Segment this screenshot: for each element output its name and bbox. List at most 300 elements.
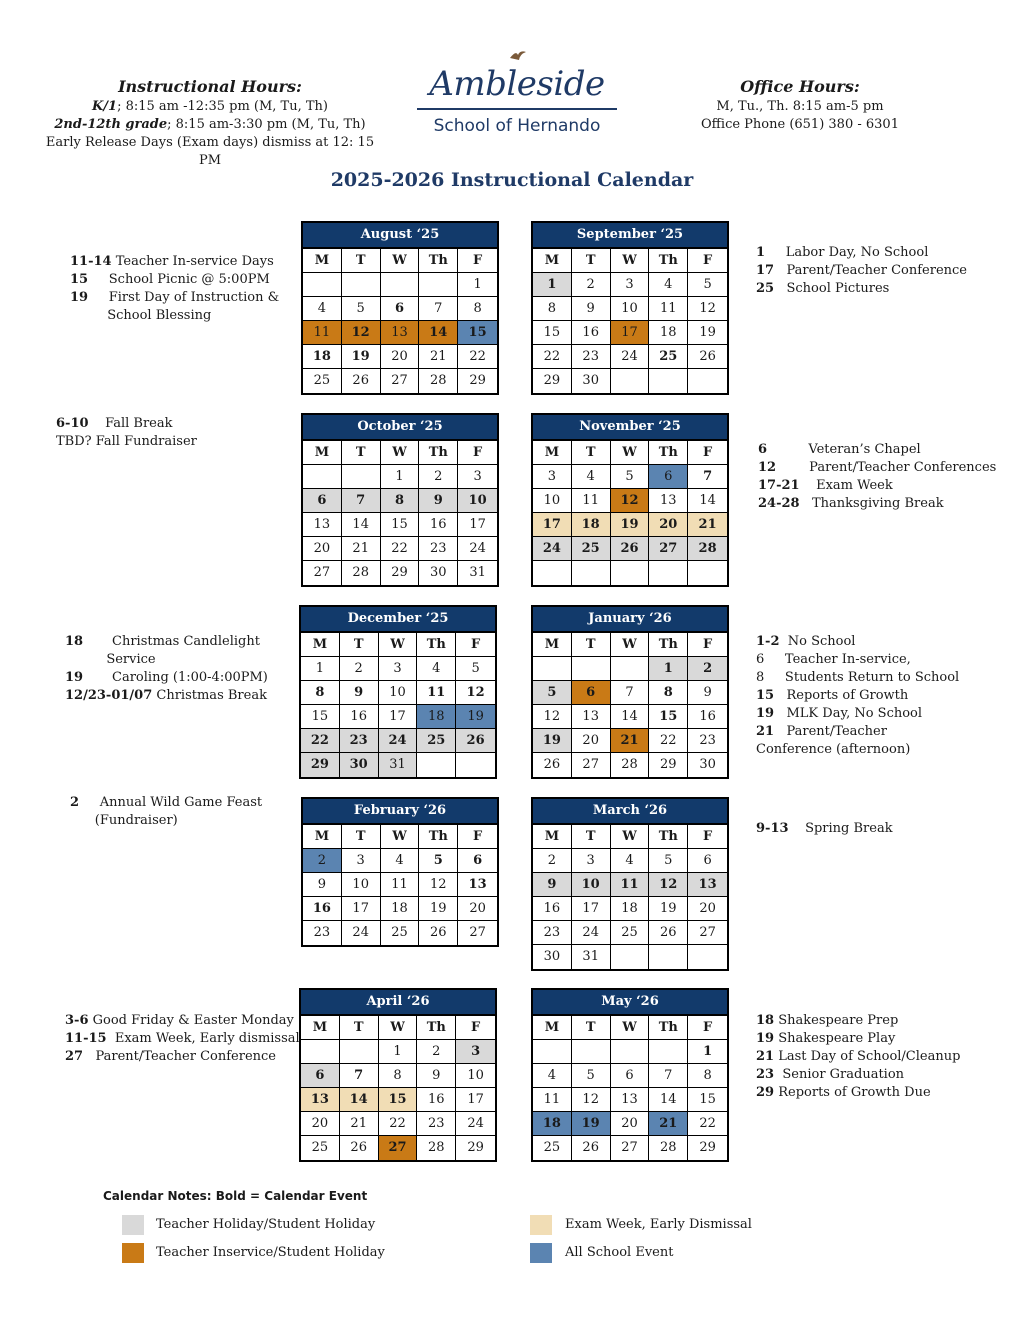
day-cell: 11 — [381, 873, 420, 897]
day-cell: 13 — [303, 513, 342, 537]
day-cell: 7 — [419, 297, 458, 321]
early-release-note: Early Release Days (Exam days) dismiss at 12: 15 PM — [45, 135, 375, 168]
day-cell: 26 — [688, 345, 727, 369]
day-cell: 6 — [649, 465, 688, 489]
month-calendar — [531, 988, 729, 1162]
day-cell: 11 — [572, 489, 611, 513]
month-grid — [533, 825, 727, 969]
note-text: Exam Week — [799, 478, 893, 493]
day-cell — [381, 273, 420, 297]
day-cell: 24 — [342, 921, 381, 945]
day-cell: 16 — [533, 897, 572, 921]
day-cell: 18 — [303, 345, 342, 369]
day-cell: 24 — [572, 921, 611, 945]
day-cell: 19 — [342, 345, 381, 369]
day-cell: 30 — [572, 369, 611, 393]
day-cell — [649, 945, 688, 969]
day-cell: 25 — [303, 369, 342, 393]
day-cell: 21 — [340, 1112, 379, 1136]
legend-label-orange: Teacher Inservice/Student Holiday — [156, 1245, 385, 1260]
day-header: Th — [649, 1016, 688, 1040]
day-cell: 18 — [649, 321, 688, 345]
notes-april — [65, 1012, 300, 1066]
note-line — [756, 705, 959, 723]
day-header: T — [342, 825, 381, 849]
month-grid — [533, 249, 727, 393]
day-cell: 10 — [458, 489, 497, 513]
day-cell — [533, 561, 572, 585]
day-header: M — [303, 249, 342, 273]
day-cell: 10 — [456, 1064, 495, 1088]
note-line — [65, 1048, 300, 1066]
day-cell: 9 — [533, 873, 572, 897]
day-cell: 22 — [379, 1112, 418, 1136]
note-text: School Pictures — [774, 281, 890, 296]
day-cell: 5 — [456, 657, 495, 681]
day-cell: 13 — [688, 873, 727, 897]
page-title: 2025-2026 Instructional Calendar — [330, 169, 694, 191]
day-header: W — [611, 825, 650, 849]
note-text: Fall Break — [88, 416, 173, 431]
day-header: W — [381, 249, 420, 273]
school-logo — [412, 48, 622, 136]
day-cell — [533, 1040, 572, 1064]
note-line — [65, 669, 268, 687]
day-cell: 23 — [417, 1112, 456, 1136]
day-cell: 13 — [611, 1088, 650, 1112]
day-cell: 1 — [381, 465, 420, 489]
day-cell — [572, 1040, 611, 1064]
month-grid — [533, 1016, 727, 1160]
day-cell: 25 — [301, 1136, 340, 1160]
day-cell: 31 — [469, 565, 486, 580]
note-line — [756, 244, 967, 262]
day-cell: 13 — [572, 705, 611, 729]
month-name: March ‘26 — [533, 799, 727, 825]
day-cell: 26 — [456, 729, 495, 753]
day-cell: 19 — [611, 513, 650, 537]
note-line — [758, 495, 996, 513]
day-cell: 6 — [381, 297, 420, 321]
note-line — [70, 794, 262, 812]
day-header: F — [688, 249, 727, 273]
day-cell: 6 — [572, 681, 611, 705]
note-date: 6-10 — [56, 416, 89, 431]
day-header: W — [611, 633, 650, 657]
day-cell: 4 — [611, 849, 650, 873]
day-cell: 22 — [381, 537, 420, 561]
note-date: 19 — [756, 1031, 775, 1046]
note-date: 3-6 — [65, 1013, 89, 1028]
day-cell: 1 — [458, 273, 497, 297]
day-cell: 27 — [572, 753, 611, 777]
day-cell: 26 — [649, 921, 688, 945]
day-cell: 9 — [417, 1064, 456, 1088]
day-cell: 17 — [533, 513, 572, 537]
day-cell: 11 — [611, 873, 650, 897]
logo-divider — [417, 108, 617, 110]
note-date: 24-28 — [758, 496, 800, 511]
day-header: T — [340, 633, 379, 657]
note-text: Conference (afternoon) — [756, 742, 911, 757]
day-cell: 1 — [379, 1040, 418, 1064]
day-cell: 10 — [342, 873, 381, 897]
legend-label-blue: All School Event — [565, 1245, 674, 1260]
day-cell: 1 — [301, 657, 340, 681]
note-text: School Blessing — [70, 308, 212, 323]
logo-subtitle: School of Hernando — [433, 116, 601, 136]
legend-swatch-blue — [530, 1243, 552, 1263]
note-text: Parent/Teacher Conference — [83, 1049, 276, 1064]
day-cell: 7 — [342, 489, 381, 513]
day-cell: 29 — [533, 369, 572, 393]
day-cell — [688, 561, 727, 585]
day-cell: 22 — [533, 345, 572, 369]
day-cell — [303, 273, 342, 297]
note-date: 9-13 — [756, 821, 789, 836]
day-cell: 12 — [342, 321, 381, 345]
day-cell: 26 — [572, 1136, 611, 1160]
day-cell: 28 — [419, 369, 458, 393]
day-cell: 19 — [688, 321, 727, 345]
month-grid — [533, 633, 727, 777]
note-text: (Fundraiser) — [70, 813, 178, 828]
note-line — [758, 441, 996, 459]
note-date: 11-14 — [70, 254, 112, 269]
note-date: 1-2 — [756, 634, 780, 649]
k1-hours: K/1; 8:15 am -12:35 pm (M, Tu, Th) — [92, 99, 328, 114]
legend-label-tan: Exam Week, Early Dismissal — [565, 1217, 752, 1232]
day-cell: 14 — [649, 1088, 688, 1112]
day-cell: 3 — [533, 465, 572, 489]
day-cell: 17 — [458, 513, 497, 537]
day-cell: 14 — [340, 1088, 379, 1112]
month-name: February ‘26 — [303, 799, 497, 825]
note-date: 17 — [756, 263, 775, 278]
day-cell: 12 — [533, 705, 572, 729]
day-header: W — [611, 441, 650, 465]
day-cell: 20 — [301, 1112, 340, 1136]
day-cell: 20 — [303, 537, 342, 561]
day-header: M — [533, 825, 572, 849]
day-cell: 3 — [611, 273, 650, 297]
note-line — [756, 669, 959, 687]
day-cell: 17 — [456, 1088, 495, 1112]
day-cell: 26 — [611, 537, 650, 561]
note-text: MLK Day, No School — [774, 706, 923, 721]
day-cell: 27 — [303, 561, 342, 585]
day-cell: 2 — [572, 273, 611, 297]
day-header: T — [342, 249, 381, 273]
day-header: F — [458, 441, 497, 465]
day-cell — [649, 561, 688, 585]
note-date: 18 — [65, 634, 84, 649]
note-text: Senior Graduation — [774, 1067, 905, 1082]
day-cell: 22 — [458, 345, 497, 369]
day-cell: 30 — [699, 757, 716, 772]
note-line — [756, 633, 959, 651]
day-cell: 16 — [419, 513, 458, 537]
note-date: 1 — [756, 245, 766, 260]
day-cell: 15 — [649, 705, 688, 729]
day-cell: 25 — [572, 537, 611, 561]
day-cell: 6 — [303, 489, 342, 513]
day-cell: 25 — [381, 921, 420, 945]
day-header: T — [342, 441, 381, 465]
note-text: Service — [65, 652, 156, 667]
day-cell — [611, 561, 650, 585]
day-cell: 19 — [419, 897, 458, 921]
day-header: M — [301, 1016, 340, 1040]
note-line — [756, 741, 959, 759]
note-line — [756, 1048, 960, 1066]
day-cell: 25 — [533, 1136, 572, 1160]
day-cell: 12 — [572, 1088, 611, 1112]
day-header: Th — [649, 825, 688, 849]
day-cell — [572, 561, 611, 585]
day-cell: 1 — [649, 657, 688, 681]
day-cell: 16 — [688, 705, 727, 729]
day-cell: 18 — [611, 897, 650, 921]
day-cell: 1 — [688, 1040, 727, 1064]
day-cell: 10 — [572, 873, 611, 897]
day-cell — [611, 657, 650, 681]
note-text: Reports of Growth — [774, 688, 909, 703]
day-header: M — [301, 633, 340, 657]
day-cell: 26 — [419, 921, 458, 945]
note-text: Caroling (1:00-4:00PM) — [83, 670, 268, 685]
legend-swatch-tan — [530, 1215, 552, 1235]
day-header: T — [572, 441, 611, 465]
notes-january — [756, 633, 959, 759]
day-header: M — [533, 441, 572, 465]
day-cell: 12 — [649, 873, 688, 897]
note-text: Good Friday & Easter Monday — [88, 1013, 294, 1028]
day-cell: 6 — [611, 1064, 650, 1088]
day-cell: 21 — [419, 345, 458, 369]
day-cell: 24 — [611, 345, 650, 369]
day-cell: 23 — [303, 921, 342, 945]
day-cell: 11 — [533, 1088, 572, 1112]
note-text: Reports of Growth Due — [774, 1085, 931, 1100]
note-line — [56, 433, 197, 451]
note-text: Christmas Break — [152, 688, 267, 703]
day-cell: 14 — [611, 705, 650, 729]
day-cell: 15 — [533, 321, 572, 345]
day-cell: 7 — [611, 681, 650, 705]
note-line — [756, 723, 959, 741]
day-header: F — [688, 1016, 727, 1040]
day-cell: 12 — [456, 681, 495, 705]
day-cell: 10 — [379, 681, 418, 705]
day-cell — [340, 1040, 379, 1064]
day-cell: 11 — [417, 681, 456, 705]
day-cell — [572, 657, 611, 681]
note-text: Parent/Teacher Conferences — [776, 460, 997, 475]
day-cell: 11 — [649, 297, 688, 321]
day-cell: 27 — [649, 537, 688, 561]
day-cell: 28 — [417, 1136, 456, 1160]
day-cell: 3 — [379, 657, 418, 681]
day-cell — [303, 465, 342, 489]
day-cell: 4 — [303, 297, 342, 321]
day-cell: 26 — [342, 369, 381, 393]
note-date: 12/23-01/07 — [65, 688, 153, 703]
month-calendar — [299, 988, 497, 1162]
day-cell: 30 — [340, 753, 379, 777]
day-cell: 9 — [340, 681, 379, 705]
month-calendar — [531, 221, 729, 395]
day-cell: 2 — [417, 1040, 456, 1064]
day-header: Th — [417, 633, 456, 657]
day-cell: 20 — [458, 897, 497, 921]
note-line — [70, 253, 279, 271]
note-line — [70, 271, 279, 289]
day-header: F — [456, 1016, 495, 1040]
day-cell: 5 — [419, 849, 458, 873]
day-cell: 8 — [533, 297, 572, 321]
legend-label-gray: Teacher Holiday/Student Holiday — [156, 1217, 376, 1232]
day-cell: 29 — [467, 1140, 484, 1155]
day-header: W — [381, 825, 420, 849]
month-calendar — [301, 221, 499, 395]
day-cell — [533, 657, 572, 681]
day-header: M — [533, 1016, 572, 1040]
month-name: October ‘25 — [303, 415, 497, 441]
day-cell: 20 — [572, 729, 611, 753]
office-days: M, Tu., Th. 8:15 am-5 pm — [716, 99, 884, 114]
day-cell: 29 — [469, 373, 486, 388]
day-cell: 29 — [301, 753, 340, 777]
note-text: Shakespeare Prep — [774, 1013, 899, 1028]
notes-may — [756, 1012, 960, 1102]
notes-october — [56, 415, 197, 451]
day-cell — [649, 1040, 688, 1064]
day-cell: 25 — [611, 921, 650, 945]
day-header: M — [303, 441, 342, 465]
legend-swatch-orange — [122, 1243, 144, 1263]
day-header: Th — [417, 1016, 456, 1040]
day-cell: 6 — [301, 1064, 340, 1088]
day-cell — [417, 753, 456, 777]
day-cell: 9 — [572, 297, 611, 321]
month-name: January ‘26 — [533, 607, 727, 633]
day-header: W — [379, 633, 418, 657]
note-date: 19 — [65, 670, 84, 685]
day-header: M — [533, 249, 572, 273]
note-line — [70, 289, 279, 307]
note-text: Teacher In-service Days — [111, 254, 274, 269]
note-date: 21 — [756, 724, 775, 739]
day-cell: 28 — [611, 753, 650, 777]
note-text: Last Day of School/Cleanup — [774, 1049, 961, 1064]
note-date: 17-21 — [758, 478, 800, 493]
month-name: August ‘25 — [303, 223, 497, 249]
day-cell: 1 — [533, 273, 572, 297]
day-cell: 27 — [379, 1136, 418, 1160]
day-cell: 3 — [342, 849, 381, 873]
day-cell: 25 — [417, 729, 456, 753]
day-cell: 15 — [458, 321, 497, 345]
day-cell: 18 — [381, 897, 420, 921]
day-cell: 5 — [649, 849, 688, 873]
day-cell: 6 — [458, 849, 497, 873]
day-cell: 15 — [688, 1088, 727, 1112]
day-header: F — [458, 825, 497, 849]
day-cell: 27 — [688, 921, 727, 945]
month-calendar — [299, 605, 497, 779]
day-cell: 2 — [303, 849, 342, 873]
day-cell: 8 — [458, 297, 497, 321]
day-cell: 30 — [419, 561, 458, 585]
day-cell: 16 — [340, 705, 379, 729]
day-cell — [456, 753, 495, 777]
day-cell: 29 — [381, 561, 420, 585]
note-date: 19 — [756, 706, 775, 721]
day-header: F — [688, 633, 727, 657]
note-date: 18 — [756, 1013, 775, 1028]
month-grid — [533, 441, 727, 585]
day-header: T — [572, 249, 611, 273]
day-cell: 21 — [611, 729, 650, 753]
day-cell: 22 — [649, 729, 688, 753]
logo-wordmark: Ambleside — [429, 64, 605, 104]
day-cell: 5 — [342, 297, 381, 321]
upper-grade-hours: 2nd-12th grade; 8:15 am-3:30 pm (M, Tu, Th) — [54, 117, 366, 132]
day-cell — [301, 1040, 340, 1064]
instructional-hours — [40, 78, 380, 170]
day-cell: 24 — [458, 537, 497, 561]
office-hours — [690, 78, 910, 134]
note-line — [756, 1084, 960, 1102]
day-header: Th — [649, 441, 688, 465]
day-cell: 21 — [688, 513, 727, 537]
month-grid — [301, 1016, 495, 1160]
note-text: 8 Students Return to School — [756, 670, 960, 685]
day-cell: 28 — [649, 1136, 688, 1160]
day-cell: 20 — [381, 345, 420, 369]
day-cell: 13 — [381, 321, 420, 345]
day-header: M — [303, 825, 342, 849]
day-cell: 26 — [340, 1136, 379, 1160]
day-cell: 15 — [379, 1088, 418, 1112]
day-cell: 18 — [533, 1112, 572, 1136]
notes-august — [70, 253, 279, 325]
day-cell: 20 — [611, 1112, 650, 1136]
day-header: T — [572, 1016, 611, 1040]
day-cell: 2 — [340, 657, 379, 681]
month-name: April ‘26 — [301, 990, 495, 1016]
day-cell: 16 — [303, 897, 342, 921]
month-name: November ‘25 — [533, 415, 727, 441]
day-cell: 24 — [533, 537, 572, 561]
note-line — [756, 1012, 960, 1030]
note-date: 19 — [70, 290, 89, 305]
note-line — [756, 820, 893, 838]
day-header: M — [533, 633, 572, 657]
day-cell: 2 — [419, 465, 458, 489]
day-cell: 17 — [611, 321, 650, 345]
day-cell: 3 — [456, 1040, 495, 1064]
month-calendar — [301, 797, 499, 947]
month-grid — [303, 825, 497, 945]
day-cell: 7 — [688, 465, 727, 489]
day-header: T — [572, 825, 611, 849]
day-cell: 11 — [303, 321, 342, 345]
day-cell: 28 — [342, 561, 381, 585]
day-cell: 23 — [533, 921, 572, 945]
note-date: 29 — [756, 1085, 775, 1100]
